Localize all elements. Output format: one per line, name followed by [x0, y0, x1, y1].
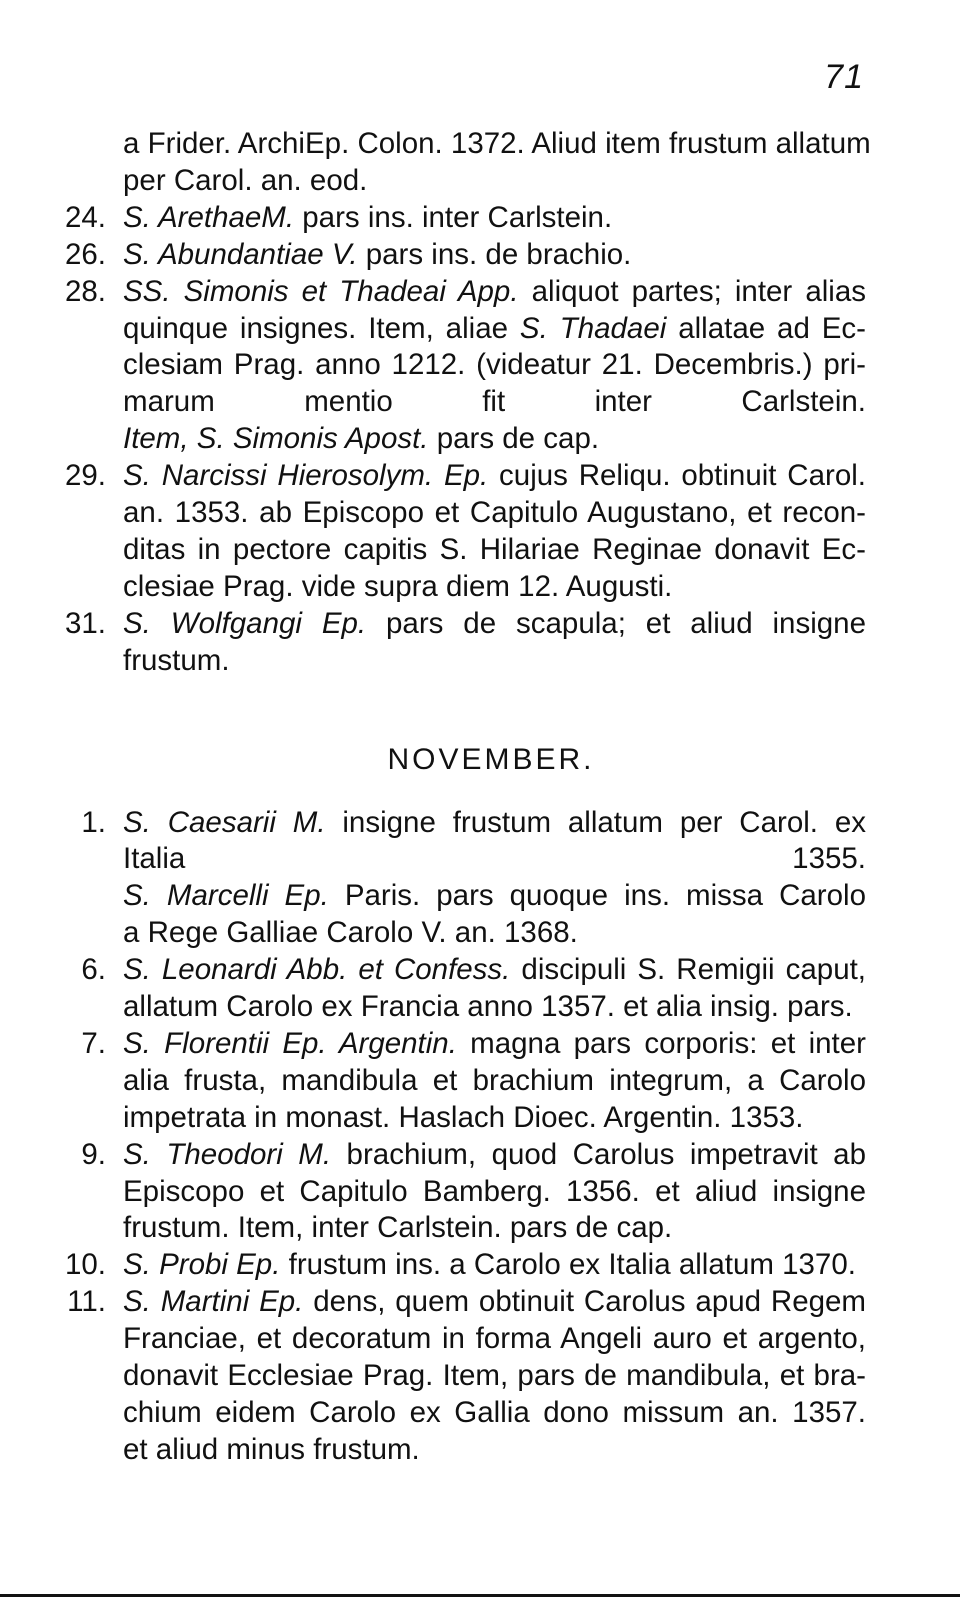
- text-run: quinque insignes. Item, aliae: [123, 311, 520, 345]
- section-heading-november: NOVEMBER.: [387, 742, 595, 776]
- text-line: [123, 384, 866, 421]
- text-run: et aliud minus frustum.: [123, 1432, 420, 1466]
- text-run: discipuli S. Remigii caput,: [510, 953, 866, 987]
- text-run: chium eidem Carolo ex Gallia dono missum an. 1357.: [123, 1396, 866, 1429]
- text-run: pars de cap.: [428, 422, 600, 456]
- text-run: pars de scapula; et aliud insigne: [366, 606, 866, 640]
- italic-text: SS. Simonis et Thadeai App.: [123, 274, 519, 308]
- text-run: donavit Ecclesiae Prag. Item, pars de mandibula, et bra-: [123, 1359, 866, 1393]
- bottom-rule: [0, 1594, 960, 1597]
- entry: [56, 1026, 866, 1137]
- text-run: frustum.: [123, 643, 230, 677]
- entry: [56, 606, 866, 680]
- text-line: [123, 1321, 866, 1358]
- entry-number: 28.: [64, 274, 106, 308]
- text-line: [123, 805, 866, 842]
- entry-number: 11.: [67, 1285, 106, 1319]
- italic-text: S. Marcelli Ep.: [123, 879, 329, 913]
- text-run: per Carol. an. eod.: [123, 163, 368, 197]
- italic-text: S. Leonardi Abb. et Confess.: [123, 953, 511, 987]
- entry: [56, 1137, 866, 1248]
- text-run: marum mentio fit inter Carlstein.: [123, 385, 866, 419]
- text-line: [123, 841, 866, 878]
- text-run: allatae ad Ec-: [666, 311, 866, 345]
- text-line: [123, 1358, 866, 1395]
- text-line: [123, 952, 866, 989]
- text-run: Franciae, et decoratum in forma Angeli auro et argento,: [123, 1322, 866, 1356]
- text-run: insigne frustum allatum per Carol. ex: [325, 805, 866, 839]
- italic-text: S. Caesarii M.: [123, 805, 326, 839]
- italic-text: S. Abundantiae V.: [123, 237, 358, 271]
- text-line: [123, 1395, 866, 1432]
- entry-number: 6.: [81, 953, 106, 987]
- text-line: [123, 347, 866, 384]
- text-run: cujus Reliqu. obtinuit Carol.: [488, 459, 866, 493]
- text-line: [123, 915, 866, 952]
- italic-text: S. ArethaeM.: [123, 200, 295, 234]
- text-line: [123, 421, 866, 458]
- text-run: frustum. Item, inter Carlstein. pars de cap.: [123, 1211, 673, 1245]
- entry: [56, 1284, 866, 1469]
- entry-number: 7.: [81, 1026, 106, 1060]
- text-line: [123, 1174, 866, 1211]
- text-line: [123, 1432, 866, 1469]
- entry: [56, 126, 871, 200]
- text-line: [123, 458, 866, 495]
- text-line: [123, 311, 866, 348]
- entry: [56, 200, 866, 237]
- text-run: allatum Carolo ex Francia anno 1357. et alia insig. pars.: [123, 990, 853, 1024]
- text-line: [123, 126, 871, 163]
- entry: [56, 237, 866, 274]
- italic-text: S. Florentii Ep. Argentin.: [123, 1026, 457, 1060]
- text-run: Paris. pars quoque ins. missa Carolo: [328, 879, 866, 913]
- text-run: pars ins. inter Carlstein.: [294, 200, 613, 234]
- text-run: brachium, quod Carolus impetravit ab: [331, 1137, 866, 1171]
- italic-text: S. Thadaei: [519, 311, 667, 345]
- entry: [56, 274, 866, 459]
- text-line: [123, 532, 866, 569]
- text-run: clesiae Prag. vide supra diem 12. Augusti.: [123, 569, 673, 603]
- text-run: magna pars corporis: et inter: [456, 1026, 866, 1060]
- italic-text: S. Narcissi Hierosolym. Ep.: [123, 459, 489, 493]
- entry-number: 26.: [64, 237, 106, 271]
- entry: [56, 805, 866, 953]
- text-run: a Rege Galliae Carolo V. an. 1368.: [123, 916, 578, 950]
- italic-text: S. Martini Ep.: [123, 1285, 304, 1319]
- text-line: [123, 1284, 866, 1321]
- text-line: [123, 163, 866, 200]
- text-line: [123, 569, 866, 606]
- text-run: frustum ins. a Carolo ex Italia allatum 1370.: [280, 1248, 856, 1282]
- italic-text: Item, S. Simonis Apost.: [123, 422, 429, 456]
- entry-number: 10.: [64, 1248, 106, 1282]
- text-line: [123, 1026, 866, 1063]
- text-line: [123, 989, 866, 1026]
- entry-number: 24.: [64, 200, 106, 234]
- entry-number: 29.: [64, 459, 106, 493]
- text-run: alia frusta, mandibula et brachium integrum, a Carolo: [123, 1063, 866, 1097]
- november-entries: [56, 805, 866, 1469]
- entry: [56, 458, 866, 606]
- entry: [56, 1247, 866, 1284]
- entry-number: 1.: [81, 805, 106, 839]
- text-run: ditas in pectore capitis S. Hilariae Reginae donavit Ec-: [123, 532, 866, 566]
- text-run: an. 1353. ab Episcopo et Capitulo Augustano, et recon-: [123, 496, 866, 530]
- text-line: [123, 643, 866, 680]
- text-run: a Frider. ArchiEp. Colon. 1372. Aliud item frustum allatum: [123, 127, 871, 160]
- text-line: [123, 237, 866, 274]
- text-line: [123, 878, 866, 915]
- page-text: [56, 126, 871, 1469]
- text-line: [123, 495, 866, 532]
- page-number: 71: [824, 58, 864, 96]
- text-line: [123, 200, 866, 237]
- italic-text: S. Wolfgangi Ep.: [123, 606, 367, 640]
- text-run: aliquot partes; inter alias: [518, 274, 866, 308]
- entry: [56, 952, 866, 1026]
- entry-number: 9.: [81, 1137, 106, 1171]
- text-line: [123, 274, 866, 311]
- text-run: Italia 1355.: [123, 842, 866, 876]
- text-run: dens, quem obtinuit Carolus apud Regem: [303, 1285, 866, 1319]
- text-line: [123, 1100, 866, 1137]
- october-entries: [56, 126, 871, 680]
- italic-text: S. Theodori M.: [123, 1137, 332, 1171]
- text-line: [123, 1247, 866, 1284]
- text-line: [123, 1063, 866, 1100]
- text-run: clesiam Prag. anno 1212. (videatur 21. Decembris.) pri-: [123, 348, 866, 382]
- entry-number: 31.: [64, 606, 106, 640]
- italic-text: S. Probi Ep.: [123, 1248, 281, 1282]
- text-line: [123, 1137, 866, 1174]
- text-line: [123, 1210, 866, 1247]
- section-gap: [56, 680, 866, 742]
- text-run: Episcopo et Capitulo Bamberg. 1356. et aliud insigne: [123, 1174, 866, 1208]
- text-run: impetrata in monast. Haslach Dioec. Argentin. 1353.: [123, 1100, 804, 1134]
- text-line: [123, 606, 866, 643]
- text-run: pars ins. de brachio.: [357, 237, 632, 271]
